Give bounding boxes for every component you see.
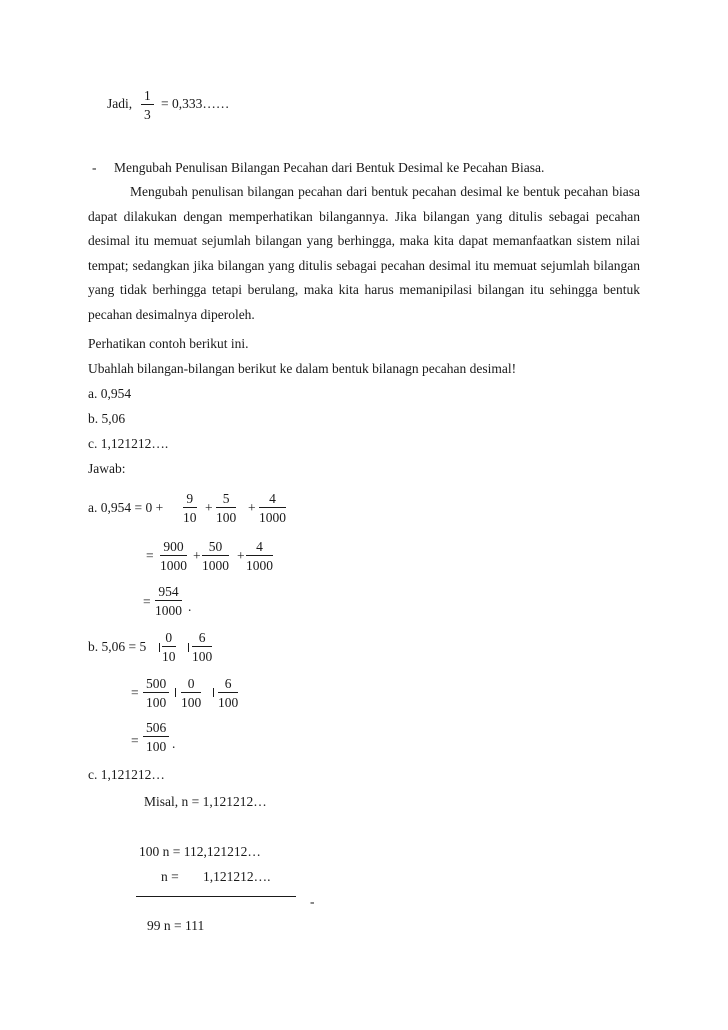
fraction: $\frac{50}{1000}$ — [202, 539, 229, 573]
fraction: $\frac{506}{100}$ — [143, 720, 169, 754]
fraction: $\frac{4}{1000}$ — [259, 491, 286, 525]
section-paragraph: Mengubah penulisan bilangan pecahan dari bentuk pecahan desimal ke bentuk pecahan biasa dapat dilakukan dengan memperhatikan bilangannya. Jika bilangan yang ditulis sebagai pecahan desimal itu memuat sejumlah bilangan yang berhingga, maka kita dapat memanfaatkan sistem nilai tempat; sedangkan jika bilangan yang ditulis sebagai pecahan desimal itu memuat sejumlah bilangan yang tidak berhingga tetapi berulang, maka kita harus memanipilasi bilangan itu sehingga bentuk pecahan desimalnya diperoleh. — [88, 184, 640, 322]
equals-sign: = — [146, 548, 154, 563]
fraction: $\frac{6}{100}$ — [218, 676, 239, 710]
section-heading: Mengubah Penulisan Bilangan Pecahan dari Bentuk Desimal ke Pecahan Biasa. — [114, 160, 545, 175]
equals-sign: = — [131, 685, 139, 700]
fraction: $\frac{954}{1000}$ — [155, 584, 182, 618]
plus-sign: + — [193, 548, 201, 563]
fraction: $\frac{9}{10}$ — [183, 491, 197, 525]
plus-sign: + — [237, 548, 245, 563]
fraction: $\frac{5}{100}$ — [216, 491, 237, 525]
task-instruction: Ubahlah bilangan-bilangan berikut ke dalam bentuk bilanagn pecahan desimal! — [88, 361, 517, 376]
task-item-c: c. 1,121212…. — [88, 436, 169, 451]
fraction: $\frac{4}{1000}$ — [246, 539, 273, 573]
fraction: $\frac{0}{100}$ — [181, 676, 202, 710]
answer-c-result: 99 n = 111 — [147, 918, 205, 933]
answer-c-eq2-rhs: 1,121212…. — [203, 869, 271, 884]
plus-sign-glyph — [213, 688, 214, 697]
subtraction-line — [136, 896, 296, 897]
minus-sign: - — [310, 894, 315, 909]
answer-label: Jawab: — [88, 461, 126, 476]
equals-sign: = — [131, 733, 139, 748]
jadi-result: = 0,333…… — [161, 96, 230, 111]
plus-sign-glyph — [175, 688, 176, 697]
plus-sign-glyph — [188, 643, 189, 652]
section-note: Perhatikan contoh berikut ini. — [88, 336, 249, 351]
answer-b-lhs: b. 5,06 = 5 — [88, 639, 147, 654]
answer-c-label: c. 1,121212… — [88, 767, 165, 782]
task-item-b: b. 5,06 — [88, 411, 126, 426]
fraction: $\frac{900}{1000}$ — [160, 539, 187, 573]
plus-sign: + — [248, 500, 256, 515]
fraction: $\frac{0}{10}$ — [162, 630, 176, 664]
plus-sign: + — [205, 500, 213, 515]
fraction: $\frac{6}{100}$ — [192, 630, 213, 664]
answer-c-eq1: 100 n = 112,121212… — [139, 844, 261, 859]
answer-c-misal: Misal, n = 1,121212… — [144, 794, 267, 809]
plus-sign-glyph — [159, 643, 160, 652]
period: . — [188, 599, 192, 614]
fraction-one-third: $\frac{1}{3}$ — [141, 88, 154, 122]
equals-sign: = — [143, 594, 151, 609]
jadi-label: Jadi, — [107, 96, 133, 111]
fraction: $\frac{500}{100}$ — [143, 676, 169, 710]
answer-c-eq2-lhs: n = — [161, 869, 179, 884]
section-bullet: - — [92, 160, 97, 175]
answer-a-lhs: a. 0,954 = 0 + — [88, 500, 164, 515]
period: . — [172, 736, 176, 751]
task-item-a: a. 0,954 — [88, 386, 132, 401]
